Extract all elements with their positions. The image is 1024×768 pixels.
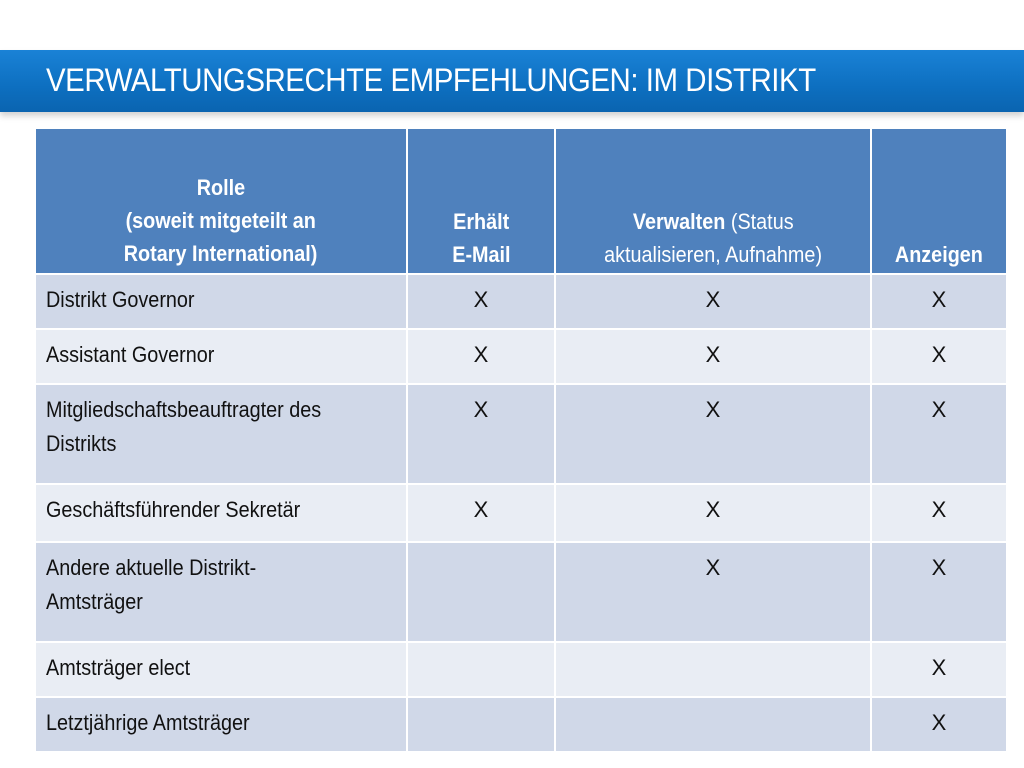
manage-cell: X <box>555 484 871 542</box>
role-cell <box>35 329 407 384</box>
header-row <box>35 128 1007 274</box>
role-cell <box>35 384 407 484</box>
role-cell <box>35 484 407 542</box>
table-row <box>35 542 1007 642</box>
role-cell <box>35 542 407 642</box>
role-label-line2: Amtsträger <box>46 589 143 614</box>
manage-cell: X <box>555 384 871 484</box>
header-manage-rest: (Status <box>725 209 794 234</box>
email-cell: X <box>407 329 555 384</box>
role-cell <box>35 642 407 697</box>
header-manage-line1 <box>633 205 794 238</box>
role-label-line1: Mitgliedschaftsbeauftragter des <box>46 397 322 422</box>
manage-cell: X <box>555 329 871 384</box>
slide-title: VERWALTUNGSRECHTE EMPFEHLUNGEN: IM DISTRIKT <box>46 62 816 98</box>
header-view-label: Anzeigen <box>894 242 984 267</box>
email-cell: X <box>407 484 555 542</box>
email-cell: X <box>407 274 555 329</box>
header-email-line2: E-Mail <box>451 242 511 267</box>
role-label-line2: Distrikts <box>46 431 117 456</box>
role-label: Geschäftsführender Sekretär <box>46 497 301 522</box>
table-row <box>35 384 1007 484</box>
manage-cell: X <box>555 274 871 329</box>
rights-table <box>34 127 1008 753</box>
table-row <box>35 484 1007 542</box>
header-manage-bold: Verwalten <box>632 209 726 234</box>
email-cell <box>407 542 555 642</box>
header-role-line3: Rotary International) <box>124 240 318 266</box>
email-cell <box>407 697 555 752</box>
email-cell <box>407 642 555 697</box>
header-role-line2: (soweit mitgeteilt an <box>125 207 317 233</box>
view-cell: X <box>871 697 1007 752</box>
manage-cell <box>555 697 871 752</box>
table-row <box>35 642 1007 697</box>
email-cell: X <box>407 384 555 484</box>
table-row <box>35 274 1007 329</box>
role-label: Amtsträger elect <box>46 655 191 680</box>
role-label: Distrikt Governor <box>46 287 195 312</box>
view-cell: X <box>871 384 1007 484</box>
table-row <box>35 329 1007 384</box>
manage-cell: X <box>555 542 871 642</box>
view-cell: X <box>871 329 1007 384</box>
header-email-line1: Erhält <box>452 209 510 234</box>
header-email <box>407 128 555 274</box>
role-cell <box>35 697 407 752</box>
header-role <box>35 128 407 274</box>
role-label-line1: Andere aktuelle Distrikt- <box>46 555 257 580</box>
view-cell: X <box>871 642 1007 697</box>
role-label: Assistant Governor <box>46 342 215 367</box>
header-view <box>871 128 1007 274</box>
manage-cell <box>555 642 871 697</box>
role-cell <box>35 274 407 329</box>
header-manage <box>555 128 871 274</box>
view-cell: X <box>871 484 1007 542</box>
table-row <box>35 697 1007 752</box>
role-label: Letztjährige Amtsträger <box>46 710 250 735</box>
header-manage-line2: aktualisieren, Aufnahme) <box>604 242 822 267</box>
header-role-line1: Rolle <box>196 174 246 200</box>
view-cell: X <box>871 274 1007 329</box>
view-cell: X <box>871 542 1007 642</box>
